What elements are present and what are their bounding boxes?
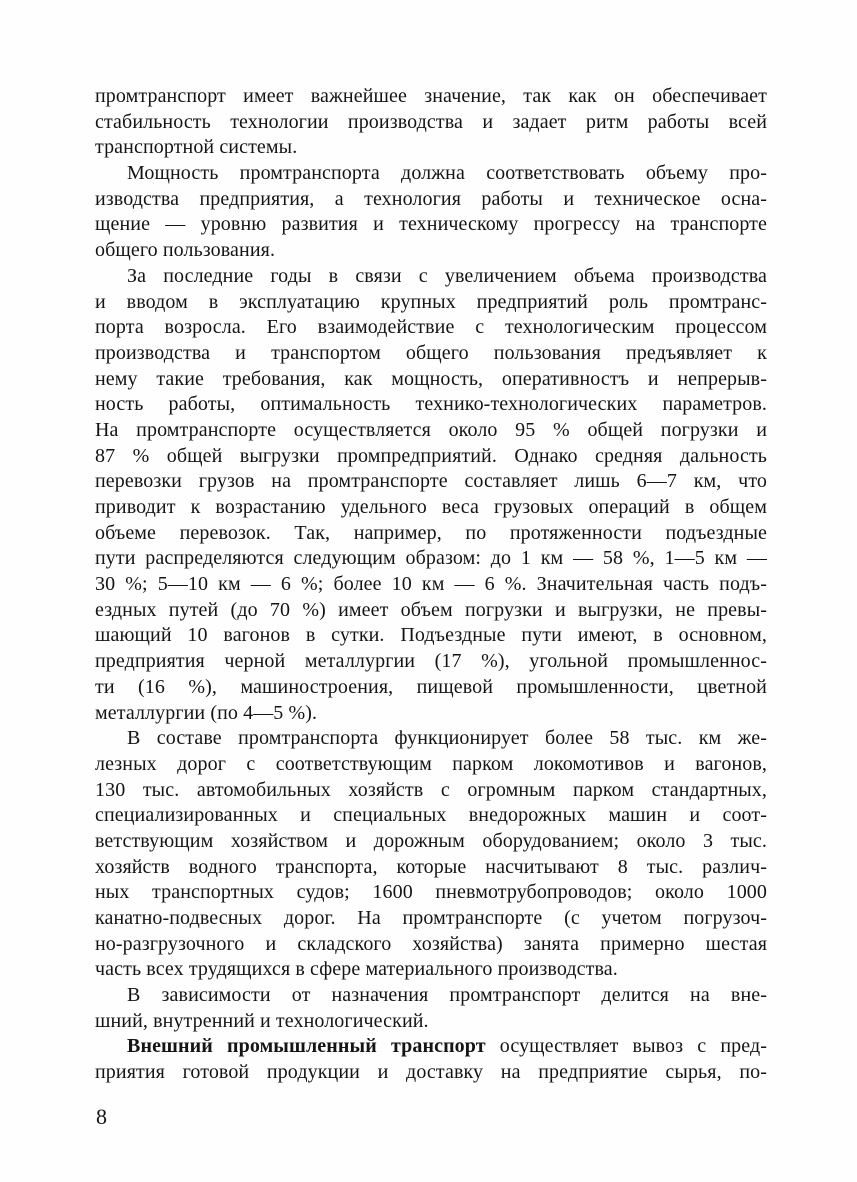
text-segment: 130 тыс. автомобильных хозяйств с огромным парком стандартных, [95,778,767,801]
text-segment: канатно-подвесных дорог. На промтранспорте (с учетом погрузоч- [95,907,767,929]
text-segment: изводства предприятия, а технология работы и техническое осна- [95,187,767,210]
text-segment: шающий 10 вагонов в сутки. Подъездные пути имеют, в основном, [95,624,767,647]
text-segment: промтранспорт имеет важнейшее значение, так как он обеспечивает [95,85,767,107]
text-segment: но-разгрузочного и складского хозяйства) занята примерно шестая [95,932,767,955]
text-line [95,187,767,213]
text-line [95,649,767,675]
text-segment: В зависимости от назначения промтранспорт делится на вне- [127,984,767,1007]
bold-term: Внешний промышленный транспорт [127,1035,486,1058]
text-line [95,264,767,290]
paragraph [95,726,767,983]
paragraph [95,983,767,1034]
text-line [95,367,767,393]
paragraph [95,1034,767,1085]
text-segment: ность работы, оптимальность технико-технологических параметров. [95,393,767,416]
text-line [95,880,767,906]
text-line [95,238,767,264]
text-segment: производства и транспортом общего пользования предъявляет к [95,341,767,364]
text-segment: приводит к возрастанию удельного веса грузовых операций в общем [95,496,767,518]
text-line [95,778,767,804]
text-segment: ных транспортных судов; 1600 пневмотрубопроводов; около 1000 [95,881,767,904]
text-segment: металлургии (по 4—5 %). [95,701,318,724]
text-line [95,1060,767,1086]
text-line [95,444,767,470]
text-segment: транспортной системы. [95,136,298,159]
text-segment: хозяйств водного транспорта, которые насчитывают 8 тыс. различ- [95,855,767,878]
text-segment: порта возросла. Его взаимодействие с технологическим процессом [95,316,767,339]
text-line [95,392,767,418]
text-segment: пути распределяются следующим образом: до 1 км — 58 %, 1—5 км — [95,547,767,570]
text-line [95,212,767,238]
text-line [95,752,767,778]
text-line [95,135,767,161]
text-segment: Мощность промтранспорта должна соответствовать объему про- [127,162,767,185]
page-text-block [95,84,767,1086]
text-segment: За последние годы в связи с увеличением объема производства [127,264,767,287]
text-line [95,623,767,649]
text-line [95,675,767,701]
text-line [95,829,767,855]
text-segment: 87 % общей выгрузки промпредприятий. Однако средняя дальность [95,444,767,467]
text-segment: перевозки грузов на промтранспорте составляет лишь 6—7 км, что [95,470,767,493]
text-segment: ездных путей (до 70 %) имеет объем погрузки и выгрузки, не превы- [95,598,767,621]
text-segment: и вводом в эксплуатацию крупных предприятий роль промтранс- [95,290,767,313]
text-segment: 30 %; 5—10 км — 6 %; более 10 км — 6 %. Значительная часть подъ- [95,573,767,596]
text-segment: объеме перевозок. Так, например, по протяженности подъездные [95,521,767,544]
text-line [95,84,767,110]
text-line [95,521,767,547]
text-line [95,315,767,341]
text-line [95,803,767,829]
text-line [95,726,767,752]
text-line [95,161,767,187]
text-line [95,957,767,983]
text-segment: общего пользования. [95,239,276,262]
text-line [95,906,767,932]
text-segment: В составе промтранспорта функционирует более 58 тыс. км же- [127,727,767,750]
text-line [95,983,767,1009]
paragraph [95,161,767,264]
text-line [95,1009,767,1035]
page-number: 8 [96,1104,107,1129]
text-line [95,855,767,881]
text-line [95,341,767,367]
text-line [95,110,767,136]
text-line [95,1034,767,1060]
text-segment: осуществляет вывоз с пред- [485,1035,767,1058]
text-segment: приятия готовой продукции и доставку на предприятие сырья, по- [95,1061,767,1084]
text-line [95,290,767,316]
text-line [95,546,767,572]
text-segment: щение — уровню развития и техническому прогрессу на транспорте [95,213,767,236]
text-line [95,418,767,444]
text-segment: предприятия черной металлургии (17 %), угольной промышленнос- [95,650,767,673]
text-segment: нему такие требования, как мощность, оперативностъ и непрерыв- [95,367,767,390]
paragraph [95,84,767,161]
text-segment: ти (16 %), машиностроения, пищевой промышленности, цветной [95,675,767,698]
text-line [95,572,767,598]
text-segment: ветствующим хозяйством и дорожным оборудованием; около 3 тыс. [95,829,767,852]
text-segment: лезных дорог с соответствующим парком локомотивов и вагонов, [95,752,767,775]
text-line [95,598,767,624]
text-segment: специализированных и специальных внедорожных машин и соот- [95,804,767,827]
text-segment: часть всех трудящихся в сфере материального производства. [95,958,618,981]
text-segment: На промтранспорте осуществляется около 95 % общей погрузки и [95,418,767,441]
text-line [95,469,767,495]
text-line [95,701,767,727]
text-segment: стабильность технологии производства и задает ритм работы всей [95,110,767,133]
paragraph [95,264,767,726]
text-line [95,495,767,521]
text-line [95,932,767,958]
text-segment: шний, внутренний и технологический. [95,1009,429,1032]
